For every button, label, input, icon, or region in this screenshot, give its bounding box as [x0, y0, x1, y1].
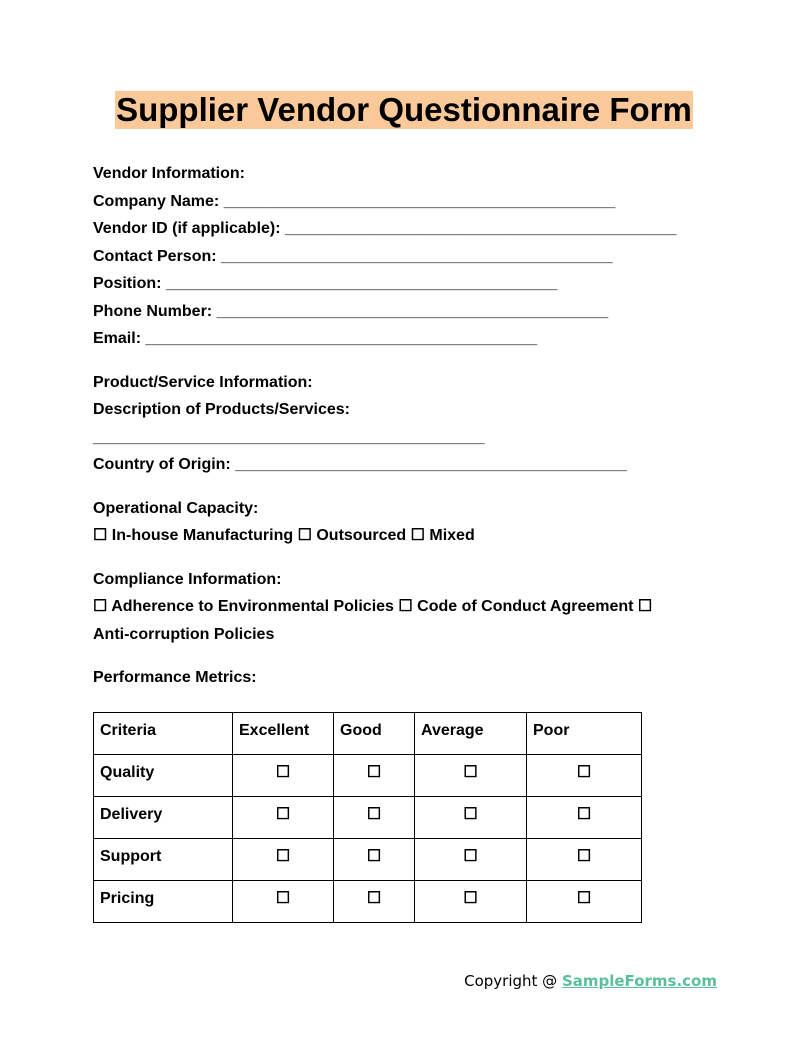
checkbox-pricing-excellent[interactable]: ☐: [233, 881, 334, 923]
position-field[interactable]: Position: ____________________________________________: [93, 275, 558, 292]
table-header-row: [94, 713, 642, 755]
description-field[interactable]: ____________________________________________: [93, 428, 485, 446]
compliance-options-line2[interactable]: Anti-corruption Policies: [93, 625, 275, 643]
page-title: Supplier Vendor Questionnaire Form: [116, 91, 692, 128]
checkbox-pricing-good[interactable]: ☐: [334, 881, 415, 923]
checkbox-pricing-average[interactable]: ☐: [415, 881, 527, 923]
row-label-delivery: Delivery: [94, 797, 233, 839]
row-label-pricing: Pricing: [94, 881, 233, 923]
header-good: Good: [334, 713, 415, 755]
operational-options[interactable]: ☐ In-house Manufacturing ☐ Outsourced ☐ Mixed: [93, 527, 475, 544]
compliance-options-line1[interactable]: ☐ Adherence to Environmental Policies ☐ Code of Conduct Agreement ☐: [93, 598, 653, 615]
country-of-origin-field[interactable]: Country of Origin: ____________________________________________: [93, 456, 627, 473]
checkbox-quality-good[interactable]: ☐: [334, 755, 415, 797]
header-average: Average: [415, 713, 527, 755]
header-poor: Poor: [527, 713, 642, 755]
table-row: [94, 755, 642, 797]
checkbox-support-poor[interactable]: ☐: [527, 839, 642, 881]
copyright-footer: [464, 972, 717, 990]
product-heading: Product/Service Information:: [93, 373, 313, 391]
phone-number-field[interactable]: Phone Number: ____________________________________________: [93, 302, 609, 320]
checkbox-delivery-excellent[interactable]: ☐: [233, 797, 334, 839]
checkbox-quality-average[interactable]: ☐: [415, 755, 527, 797]
checkbox-pricing-poor[interactable]: ☐: [527, 881, 642, 923]
checkbox-support-average[interactable]: ☐: [415, 839, 527, 881]
compliance-heading: Compliance Information:: [93, 570, 282, 588]
header-criteria: Criteria: [94, 713, 233, 755]
checkbox-support-good[interactable]: ☐: [334, 839, 415, 881]
contact-person-field[interactable]: Contact Person: ____________________________________________: [93, 247, 613, 265]
checkbox-quality-poor[interactable]: ☐: [527, 755, 642, 797]
performance-heading: Performance Metrics:: [93, 669, 257, 686]
company-name-field[interactable]: Company Name: ____________________________________________: [93, 192, 616, 210]
performance-table: [93, 712, 642, 923]
checkbox-quality-excellent[interactable]: ☐: [233, 755, 334, 797]
row-label-support: Support: [94, 839, 233, 881]
header-excellent: Excellent: [233, 713, 334, 755]
table-row: [94, 881, 642, 923]
form-body: [93, 160, 693, 692]
vendor-heading: Vendor Information:: [93, 165, 245, 182]
sampleforms-link[interactable]: SampleForms.com: [561, 972, 717, 990]
checkbox-delivery-poor[interactable]: ☐: [527, 797, 642, 839]
description-label: Description of Products/Services:: [93, 401, 350, 418]
checkbox-delivery-good[interactable]: ☐: [334, 797, 415, 839]
vendor-id-field[interactable]: Vendor ID (if applicable): ____________________________________________: [93, 220, 677, 237]
table-row: [94, 839, 642, 881]
checkbox-support-excellent[interactable]: ☐: [233, 839, 334, 881]
checkbox-delivery-average[interactable]: ☐: [415, 797, 527, 839]
table-row: [94, 797, 642, 839]
row-label-quality: Quality: [94, 755, 233, 797]
email-field[interactable]: Email: ____________________________________________: [93, 330, 537, 347]
copyright-prefix: Copyright @: [464, 972, 562, 990]
operational-heading: Operational Capacity:: [93, 499, 259, 517]
